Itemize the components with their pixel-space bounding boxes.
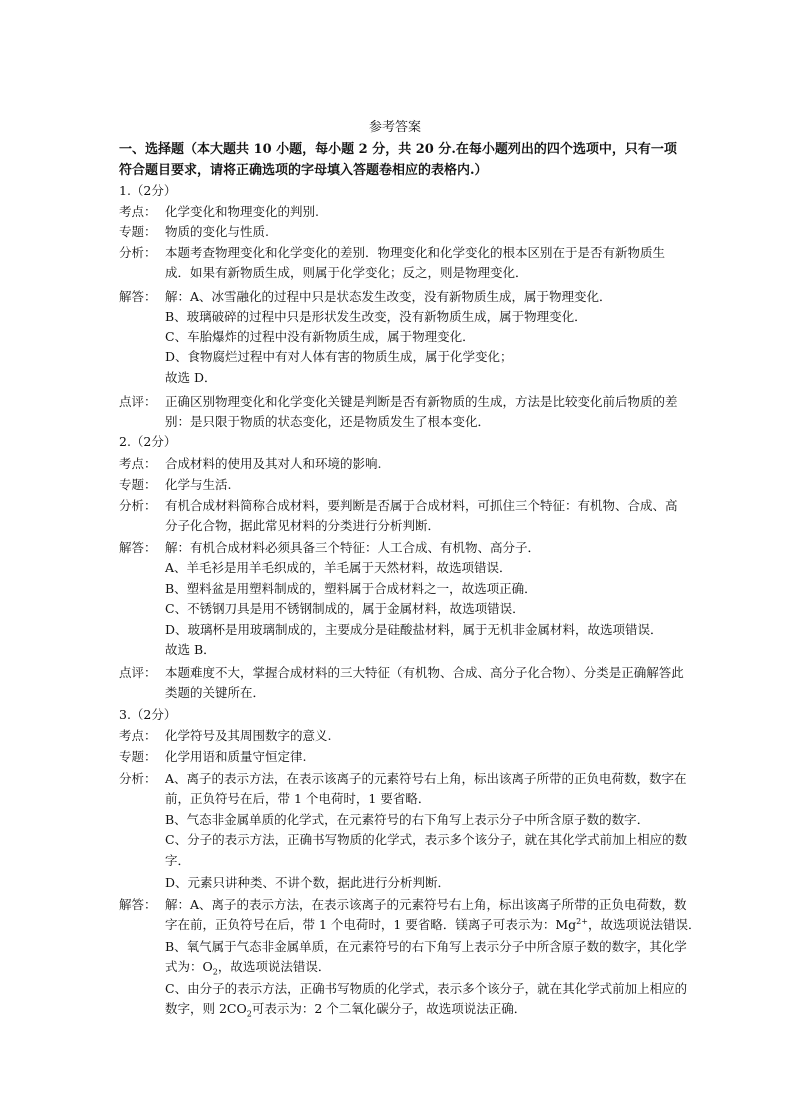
jieda-label: 解答： — [119, 289, 157, 304]
jieda-line: A、羊毛衫是用羊毛织成的，羊毛属于天然材料，故选项错误． — [165, 560, 512, 575]
page-title: 参考答案 — [368, 120, 421, 135]
kaodian-text: 化学符号及其周围数字的意义. — [165, 728, 332, 743]
jieda-line: C、不锈钢刀具是用不锈钢制成的，属于金属材料，故选项错误． — [165, 601, 525, 616]
jieda-line: D、玻璃杯是用玻璃制成的，主要成分是硅酸盐材料，属于无机非金属材料，故选项错误． — [165, 622, 663, 637]
fenxi-line: 本题考查物理变化和化学变化的差别．物理变化和化学变化的根本区别在于是否有新物质生 — [165, 245, 666, 260]
dianping-line: 本题难度不大，掌握合成材料的三大特征（有机物、合成、高分子化合物）、分类是正确解答此 — [165, 665, 684, 680]
question-2-number: 2.（2分） — [119, 434, 177, 449]
jieda-text: ，故选项说法错误． — [587, 917, 701, 932]
jieda-text: 数字，则 2CO — [165, 1001, 247, 1016]
jieda-line: 解：有机合成材料必须具备三个特征：人工合成、有机物、高分子． — [165, 540, 541, 555]
zhuanti-label: 专题： — [119, 749, 157, 764]
dianping-line: 类题的关键所在． — [165, 685, 266, 700]
jieda-text: 可表示为：2 个二氧化碳分子，故选项说法正确． — [251, 1001, 527, 1016]
jieda-line: 解：A、冰雪融化的过程中只是状态发生改变，没有新物质生成，属于物理变化． — [165, 289, 612, 304]
jieda-text: 式为：O — [165, 959, 213, 974]
dianping-line: 正确区别物理变化和化学变化关键是判断是否有新物质的生成，方法是比较变化前后物质的差 — [165, 394, 678, 409]
fenxi-line: 字． — [165, 853, 191, 868]
jieda-text: 字在前，正负符号在后，带 1 个电荷时，1 要省略．镁离子可表示为： — [165, 917, 556, 932]
fenxi-line: A、离子的表示方法，在表示该离子的元素符号右上角，标出该离子所带的正负电荷数，数字在 — [165, 771, 687, 786]
jieda-line: 故选 B． — [165, 642, 216, 657]
fenxi-label: 分析： — [119, 498, 157, 513]
question-1-number: 1.（2分） — [119, 183, 177, 198]
zhuanti-label: 专题： — [119, 224, 157, 239]
jieda-line — [165, 999, 749, 1019]
jieda-line: 解：A、离子的表示方法，在表示该离子的元素符号右上角，标出该离子所带的正负电荷数，数 — [165, 897, 687, 912]
jieda-line: B、塑料盆是用塑料制成的，塑料属于合成材料之一，故选项正确． — [165, 581, 537, 596]
ion-symbol: Mg — [555, 917, 577, 932]
zhuanti-label: 专题： — [119, 477, 157, 492]
dianping-label: 点评： — [119, 665, 157, 680]
zhuanti-text: 物质的变化与性质. — [165, 224, 269, 239]
question-3-number: 3.（2分） — [119, 707, 177, 722]
dianping-line: 别：是只限于物质的状态变化，还是物质发生了根本变化． — [165, 414, 491, 429]
jieda-line — [165, 957, 749, 977]
formula-subscript: 2 — [212, 967, 218, 977]
fenxi-label: 分析： — [119, 771, 157, 786]
kaodian-label: 考点： — [119, 456, 157, 471]
fenxi-label: 分析： — [119, 245, 157, 260]
fenxi-line: 前，正负符号在后，带 1 个电荷时，1 要省略． — [165, 791, 431, 806]
kaodian-text: 化学变化和物理变化的判别. — [165, 204, 319, 219]
fenxi-line: 成．如果有新物质生成，则属于化学变化；反之，则是物理变化． — [165, 265, 528, 280]
ion-charge: 2+ — [576, 916, 588, 926]
kaodian-text: 合成材料的使用及其对人和环境的影响. — [165, 456, 382, 471]
fenxi-line: 有机合成材料简称合成材料，要判断是否属于合成材料，可抓住三个特征：有机物、合成、高 — [165, 498, 678, 513]
fenxi-line: B、气态非金属单质的化学式，在元素符号的右下角写上表示分子中所含原子数的数字． — [165, 812, 650, 827]
jieda-label: 解答： — [119, 540, 157, 555]
jieda-line: C、车胎爆炸的过程中没有新物质生成，属于物理变化． — [165, 329, 475, 344]
kaodian-label: 考点： — [119, 728, 157, 743]
jieda-line — [165, 915, 749, 935]
section-heading: 一、选择题（本大题共 10 小题，每小题 2 分，共 20 分.在每小题列出的四个选项中，只有一项符合题目要求，请将正确选项的字母填入答题卷相应的表格内.） — [119, 142, 677, 178]
jieda-line: B、玻璃破碎的过程中只是形状发生改变，没有新物质生成，属于物理变化． — [165, 309, 587, 324]
dianping-label: 点评： — [119, 394, 157, 409]
jieda-label: 解答： — [119, 897, 157, 912]
kaodian-label: 考点： — [119, 204, 157, 219]
fenxi-line: 分子化合物，据此常见材料的分类进行分析判断． — [165, 518, 441, 533]
jieda-line: B、氧气属于气态非金属单质，在元素符号的右下角写上表示分子中所含原子数的数字，其化学 — [165, 939, 687, 954]
zhuanti-text: 化学与生活. — [165, 477, 232, 492]
jieda-line: D、食物腐烂过程中有对人体有害的物质生成，属于化学变化； — [165, 349, 513, 364]
formula-subscript: 2 — [246, 1009, 252, 1019]
jieda-line: 故选 D． — [165, 370, 217, 385]
fenxi-line: C、分子的表示方法，正确书写物质的化学式，表示多个该分子，就在其化学式前加上相应的数 — [165, 832, 688, 847]
fenxi-line: D、元素只讲种类、不讲个数，据此进行分析判断． — [165, 875, 451, 890]
jieda-line: C、由分子的表示方法，正确书写物质的化学式，表示多个该分子，就在其化学式前加上相应的 — [165, 981, 688, 996]
zhuanti-text: 化学用语和质量守恒定律. — [165, 749, 307, 764]
jieda-text: ，故选项说法错误． — [217, 959, 331, 974]
